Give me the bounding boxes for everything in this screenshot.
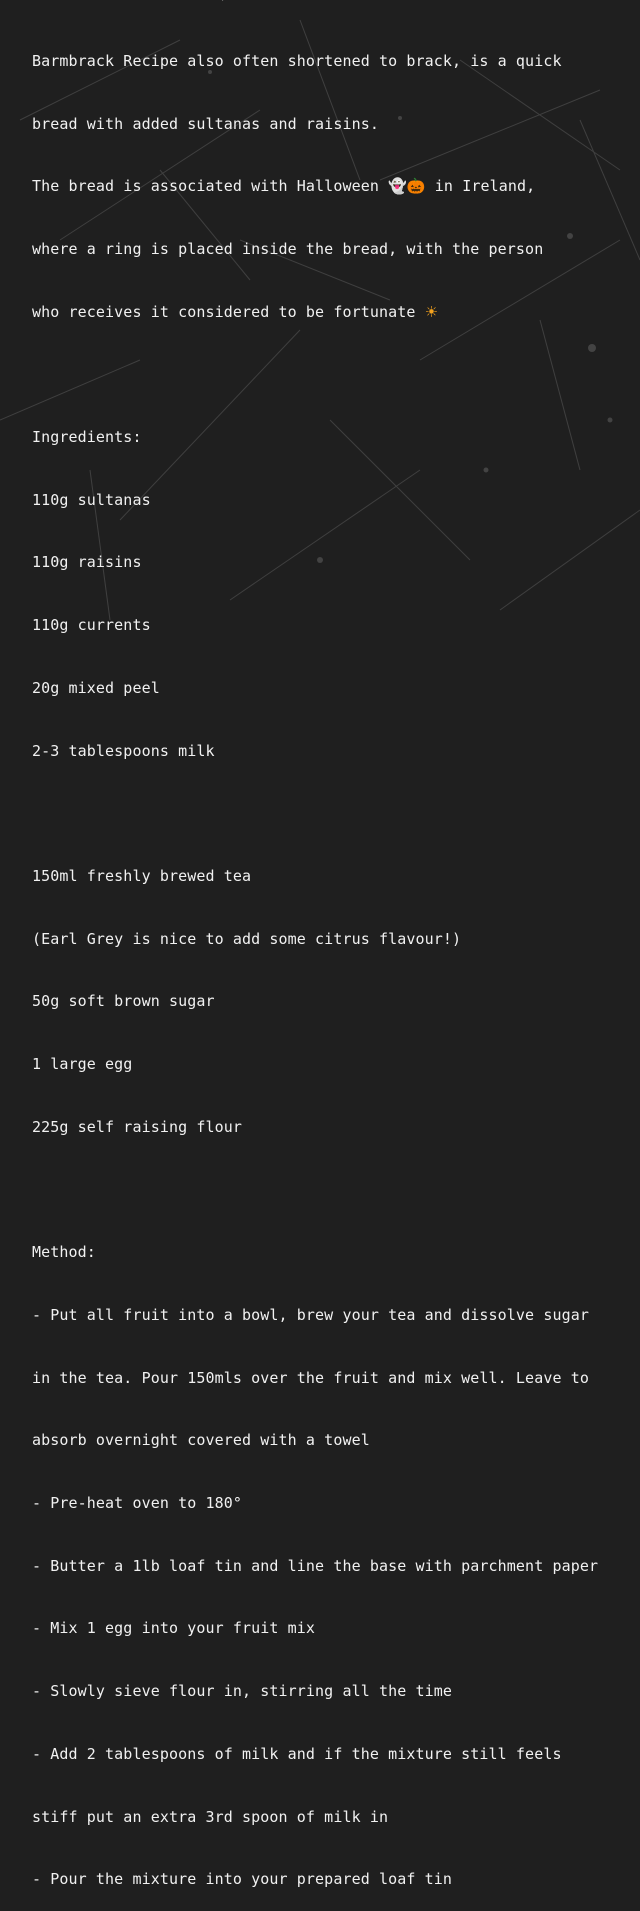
method-line: - Slowly sieve flour in, stirring all the time — [32, 1682, 453, 1701]
logo-fragment — [220, 0, 280, 6]
ingredients-heading: Ingredients: — [32, 428, 142, 447]
intro-line-3-suffix: in Ireland, — [425, 177, 536, 196]
ingredient-item: 225g self raising flour — [32, 1117, 243, 1136]
pumpkin-icon: 🎃 — [406, 177, 426, 196]
method-heading: Method: — [32, 1243, 96, 1262]
ingredient-item: 50g soft brown sugar — [32, 992, 215, 1011]
ingredient-item: 20g mixed peel — [32, 678, 160, 697]
intro-line-2: bread with added sultanas and raisins. — [32, 114, 379, 133]
recipe-text — [32, 9, 632, 1911]
method-line: - Add 2 tablespoons of milk and if the mixture still feels — [32, 1744, 562, 1763]
ghost-pumpkin-emoji-group — [388, 176, 426, 197]
intro-line-5 — [32, 302, 632, 323]
intro-line-5-text: who receives it considered to be fortunate — [32, 302, 425, 321]
ingredient-item: 1 large egg — [32, 1055, 133, 1074]
ingredient-item: 150ml freshly brewed tea — [32, 866, 252, 885]
ingredient-item: 110g sultanas — [32, 490, 151, 509]
ingredient-note: (Earl Grey is nice to add some citrus flavour!) — [32, 929, 462, 948]
method-line: - Put all fruit into a bowl, brew your tea and dissolve sugar — [32, 1305, 589, 1324]
method-line: in the tea. Pour 150mls over the fruit and mix well. Leave to — [32, 1368, 589, 1387]
sun-icon: ☀ — [424, 302, 439, 321]
intro-line-1: Barmbrack Recipe also often shortened to brack, is a quick — [32, 51, 562, 70]
ingredient-item: 110g currents — [32, 616, 151, 635]
intro-line-4: where a ring is placed inside the bread, with the person — [32, 239, 544, 258]
method-line: - Butter a 1lb loaf tin and line the base with parchment paper — [32, 1556, 599, 1575]
method-line: - Mix 1 egg into your fruit mix — [32, 1619, 316, 1638]
method-line: absorb overnight covered with a towel — [32, 1431, 370, 1450]
intro-line-3 — [32, 176, 632, 197]
method-line: - Pour the mixture into your prepared loaf tin — [32, 1870, 453, 1889]
ghost-icon: 👻 — [388, 177, 407, 196]
intro-line-3-prefix: The bread is associated with Halloween — [32, 177, 389, 196]
ingredient-item: 110g raisins — [32, 553, 142, 572]
method-line: stiff put an extra 3rd spoon of milk in — [32, 1807, 389, 1826]
ingredient-item: 2-3 tablespoons milk — [32, 741, 215, 760]
method-line: - Pre-heat oven to 180° — [32, 1494, 243, 1513]
